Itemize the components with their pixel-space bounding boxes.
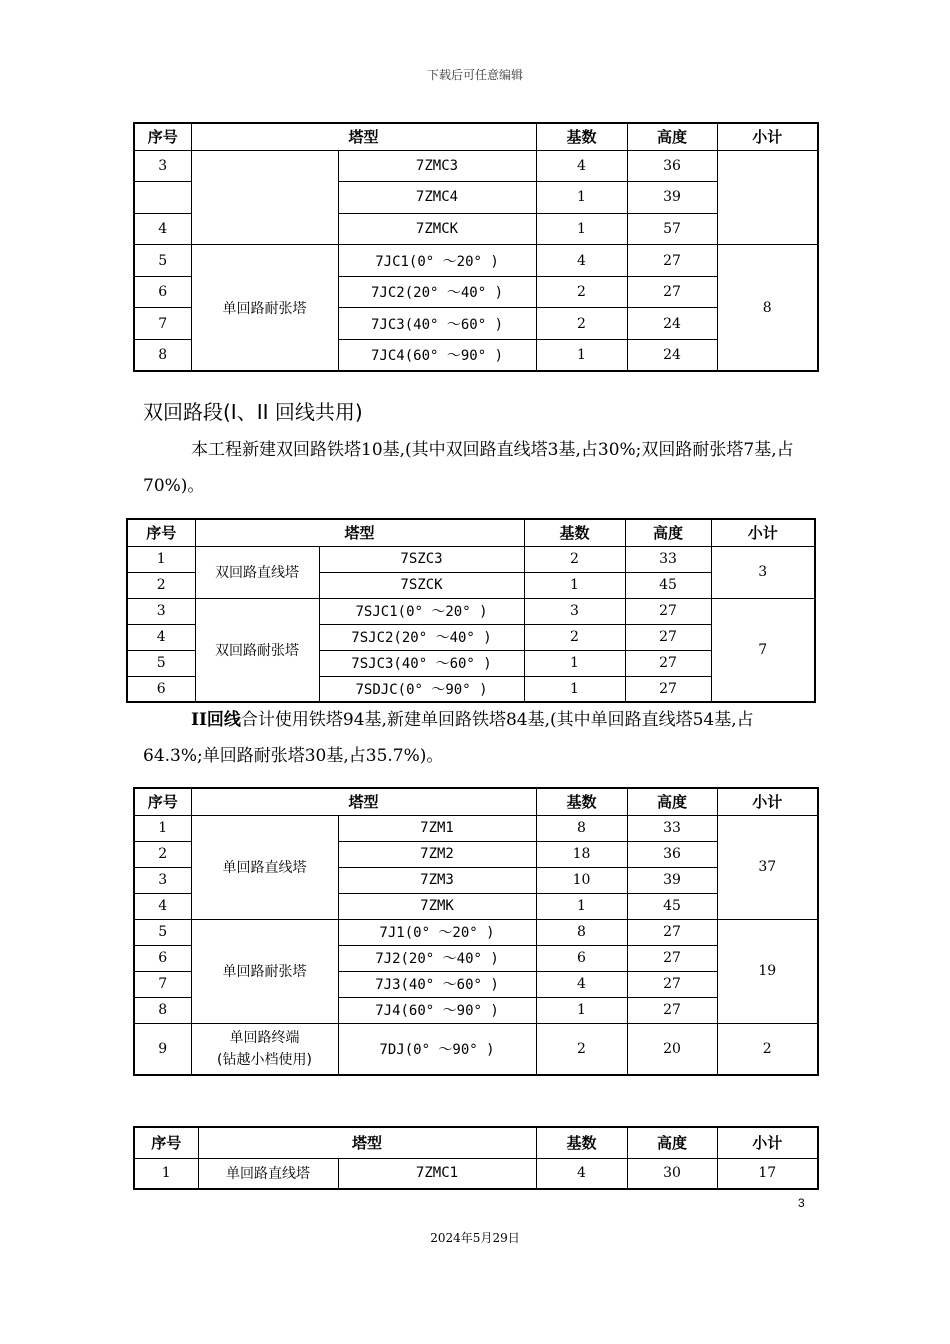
cell-seq: 4 <box>134 893 191 919</box>
cell-seq: 6 <box>127 676 195 702</box>
cell-model: 7ZM1 <box>338 815 536 841</box>
cell-height: 27 <box>627 245 717 277</box>
cell-count: 1 <box>536 997 627 1023</box>
cell-count: 2 <box>536 276 627 308</box>
cell-group: 双回路直线塔 <box>195 546 319 598</box>
paragraph-2-bold: II回线 <box>191 710 241 730</box>
cell-height: 27 <box>625 598 711 624</box>
cell-height: 27 <box>625 676 711 702</box>
cell-count: 2 <box>524 624 625 650</box>
cell-group <box>191 1023 338 1075</box>
cell-count: 3 <box>524 598 625 624</box>
cell-model: 7JC2(20° ～40° ) <box>338 276 536 308</box>
cell-count: 2 <box>536 308 627 340</box>
cell-model: 7SJC1(0° ～20° ) <box>319 598 524 624</box>
col-seq: 序号 <box>134 123 191 150</box>
cell-model: 7DJ(0° ～90° ) <box>338 1023 536 1075</box>
cell-count: 1 <box>536 893 627 919</box>
cell-group: 单回路耐张塔 <box>191 245 338 371</box>
cell-count: 8 <box>536 815 627 841</box>
cell-height: 57 <box>627 213 717 245</box>
cell-seq: 8 <box>134 997 191 1023</box>
cell-subtotal: 19 <box>717 919 818 1023</box>
group-label-line1: 单回路终端 <box>229 1029 300 1046</box>
col-height: 高度 <box>625 519 711 546</box>
cell-count: 1 <box>536 213 627 245</box>
cell-height: 27 <box>625 624 711 650</box>
col-height: 高度 <box>627 1127 717 1158</box>
cell-height: 45 <box>625 572 711 598</box>
cell-seq: 4 <box>127 624 195 650</box>
cell-model: 7ZMK <box>338 893 536 919</box>
col-count: 基数 <box>536 788 627 815</box>
cell-seq: 3 <box>127 598 195 624</box>
cell-seq: 1 <box>134 1158 198 1189</box>
cell-seq: 1 <box>134 815 191 841</box>
cell-subtotal: 2 <box>717 1023 818 1075</box>
cell-count: 2 <box>524 546 625 572</box>
tower-table-3 <box>133 787 819 1076</box>
cell-model: 7ZM2 <box>338 841 536 867</box>
cell-model: 7J3(40° ～60° ) <box>338 971 536 997</box>
col-count: 基数 <box>524 519 625 546</box>
cell-height: 33 <box>627 815 717 841</box>
cell-model: 7ZMCK <box>338 213 536 245</box>
cell-model: 7J4(60° ～90° ) <box>338 997 536 1023</box>
cell-seq: 6 <box>134 945 191 971</box>
page-number: 3 <box>798 1196 805 1210</box>
tower-table-1 <box>133 122 819 372</box>
col-subtotal: 小计 <box>717 1127 818 1158</box>
cell-seq: 4 <box>134 213 191 245</box>
cell-group <box>191 150 338 245</box>
cell-count: 4 <box>536 150 627 182</box>
paragraph-2-text: 合计使用铁塔94基,新建单回路铁塔84基,(其中单回路直线塔54基,占64.3%;单回路耐张塔30基,占35.7%)。 <box>143 710 754 766</box>
cell-subtotal: 8 <box>717 245 818 371</box>
cell-height: 24 <box>627 340 717 372</box>
cell-seq: 8 <box>134 340 191 372</box>
cell-seq: 2 <box>127 572 195 598</box>
cell-seq: 6 <box>134 276 191 308</box>
table-row <box>134 1023 818 1075</box>
cell-group: 单回路直线塔 <box>198 1158 338 1189</box>
cell-model: 7J2(20° ～40° ) <box>338 945 536 971</box>
col-type: 塔型 <box>195 519 524 546</box>
cell-seq: 5 <box>134 919 191 945</box>
cell-seq: 5 <box>134 245 191 277</box>
cell-height: 39 <box>627 867 717 893</box>
cell-count: 1 <box>536 340 627 372</box>
paragraph-2 <box>143 702 813 774</box>
cell-group: 双回路耐张塔 <box>195 598 319 702</box>
cell-seq: 7 <box>134 308 191 340</box>
cell-count: 4 <box>536 245 627 277</box>
table-header-row <box>134 123 818 150</box>
cell-seq <box>134 182 191 214</box>
col-type: 塔型 <box>198 1127 536 1158</box>
cell-height: 39 <box>627 182 717 214</box>
table-header-row <box>134 1127 818 1158</box>
cell-height: 24 <box>627 308 717 340</box>
cell-subtotal: 7 <box>711 598 815 702</box>
cell-seq: 3 <box>134 867 191 893</box>
cell-model: 7SJC2(20° ～40° ) <box>319 624 524 650</box>
cell-subtotal: 3 <box>711 546 815 598</box>
table-header-row <box>134 788 818 815</box>
cell-count: 8 <box>536 919 627 945</box>
cell-count: 4 <box>536 971 627 997</box>
table-row <box>134 815 818 841</box>
paragraph-1: 本工程新建双回路铁塔10基,(其中双回路直线塔3基,占30%;双回路耐张塔7基,占70%)。 <box>143 440 794 496</box>
cell-height: 27 <box>627 971 717 997</box>
table-row <box>134 919 818 945</box>
cell-seq: 9 <box>134 1023 191 1075</box>
cell-model: 7ZMC4 <box>338 182 536 214</box>
cell-height: 30 <box>627 1158 717 1189</box>
col-seq: 序号 <box>134 1127 198 1158</box>
cell-subtotal: 17 <box>717 1158 818 1189</box>
cell-height: 27 <box>627 276 717 308</box>
col-count: 基数 <box>536 123 627 150</box>
table-header-row <box>127 519 815 546</box>
cell-model: 7ZMC3 <box>338 150 536 182</box>
table-row <box>134 150 818 182</box>
table-row <box>127 546 815 572</box>
footer-date: 2024年5月29日 <box>430 1231 520 1245</box>
group-label-line2: (钻越小档使用) <box>217 1051 312 1068</box>
col-type: 塔型 <box>191 123 536 150</box>
cell-height: 20 <box>627 1023 717 1075</box>
cell-group: 单回路直线塔 <box>191 815 338 919</box>
cell-model: 7SZC3 <box>319 546 524 572</box>
page-header: 下载后可任意编辑 <box>426 68 523 82</box>
cell-seq: 5 <box>127 650 195 676</box>
col-subtotal: 小计 <box>717 123 818 150</box>
cell-model: 7JC1(0° ～20° ) <box>338 245 536 277</box>
cell-model: 7SDJC(0° ～90° ) <box>319 676 524 702</box>
cell-count: 1 <box>524 676 625 702</box>
tower-table-2 <box>126 518 816 703</box>
cell-count: 10 <box>536 867 627 893</box>
cell-height: 45 <box>627 893 717 919</box>
cell-height: 33 <box>625 546 711 572</box>
cell-model: 7ZMC1 <box>338 1158 536 1189</box>
cell-count: 2 <box>536 1023 627 1075</box>
section-title: 双回路段(I、II 回线共用) <box>143 400 363 424</box>
cell-count: 1 <box>524 572 625 598</box>
cell-model: 7SZCK <box>319 572 524 598</box>
cell-height: 27 <box>627 919 717 945</box>
cell-height: 36 <box>627 150 717 182</box>
cell-model: 7SJC3(40° ～60° ) <box>319 650 524 676</box>
cell-height: 27 <box>627 945 717 971</box>
cell-seq: 2 <box>134 841 191 867</box>
table-row <box>134 1158 818 1189</box>
col-height: 高度 <box>627 123 717 150</box>
col-count: 基数 <box>536 1127 627 1158</box>
col-subtotal: 小计 <box>711 519 815 546</box>
cell-seq: 1 <box>127 546 195 572</box>
cell-model: 7JC4(60° ～90° ) <box>338 340 536 372</box>
col-subtotal: 小计 <box>717 788 818 815</box>
cell-model: 7J1(0° ～20° ) <box>338 919 536 945</box>
cell-count: 18 <box>536 841 627 867</box>
table-row <box>127 598 815 624</box>
table-row <box>134 245 818 277</box>
cell-height: 27 <box>625 650 711 676</box>
cell-model: 7JC3(40° ～60° ) <box>338 308 536 340</box>
col-height: 高度 <box>627 788 717 815</box>
cell-subtotal <box>717 150 818 245</box>
col-seq: 序号 <box>134 788 191 815</box>
cell-group: 单回路耐张塔 <box>191 919 338 1023</box>
cell-height: 27 <box>627 997 717 1023</box>
col-seq: 序号 <box>127 519 195 546</box>
cell-count: 6 <box>536 945 627 971</box>
tower-table-4 <box>133 1126 819 1190</box>
cell-subtotal: 37 <box>717 815 818 919</box>
cell-seq: 3 <box>134 150 191 182</box>
cell-model: 7ZM3 <box>338 867 536 893</box>
cell-seq: 7 <box>134 971 191 997</box>
cell-count: 1 <box>536 182 627 214</box>
cell-height: 36 <box>627 841 717 867</box>
cell-count: 1 <box>524 650 625 676</box>
cell-count: 4 <box>536 1158 627 1189</box>
col-type: 塔型 <box>191 788 536 815</box>
